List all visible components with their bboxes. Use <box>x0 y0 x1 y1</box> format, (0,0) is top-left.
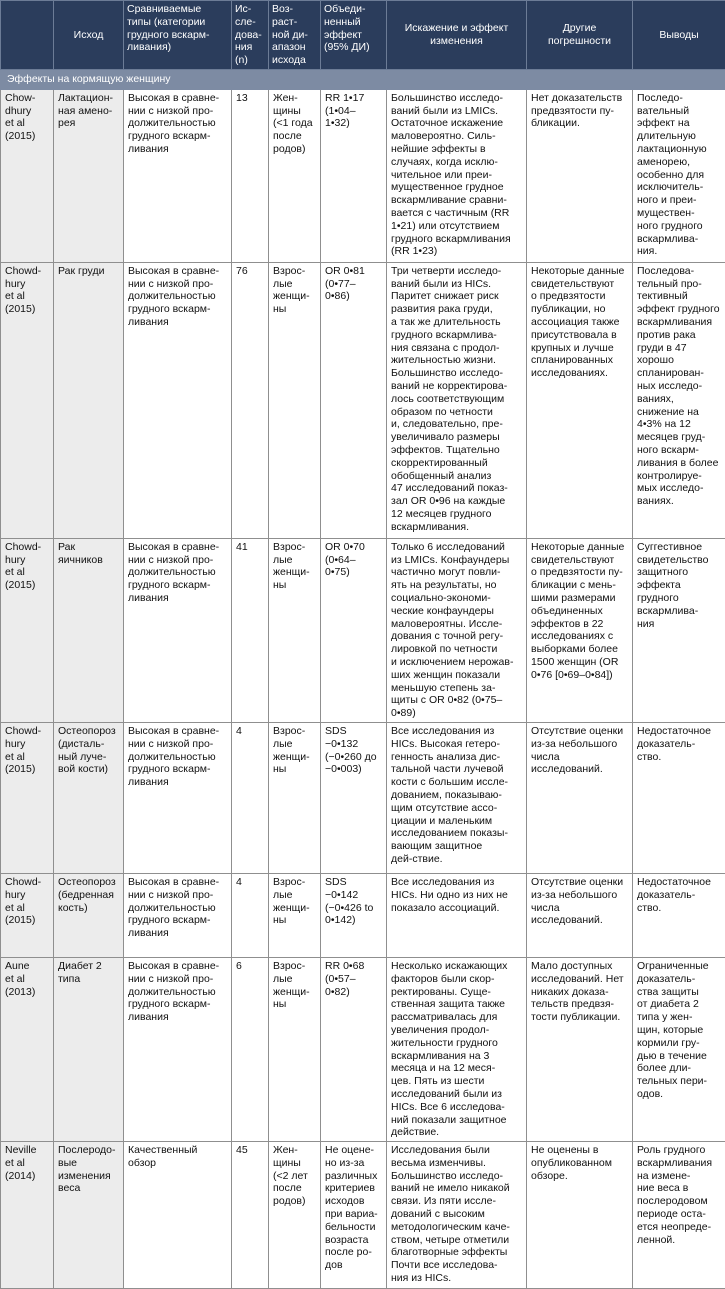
header-other: Другие погрешности <box>527 1 633 70</box>
age-range-cell: Взрос- лые женщи- ны <box>269 262 321 538</box>
other-bias-cell: Некоторые данные свидетельствуют о предвзятости пу- бликации с мень- шими размерами объединенных эффектов в 22 исследованиях с выборками более 1500 женщин (OR 0•76 [0•69–0•84]) <box>527 538 633 722</box>
pooled-effect-cell: RR 0•68 (0•57– 0•82) <box>321 957 387 1141</box>
other-bias-cell: Мало доступных исследований. Нет никаких доказа- тельств предвзя- тости публикации. <box>527 957 633 1141</box>
study-cell: Aune et al (2013) <box>1 957 54 1141</box>
conclusion-cell: Суггестивное свидетельство защитного эффекта грудного вскармлива- ния <box>633 538 725 722</box>
pooled-effect-cell: OR 0•81 (0•77– 0•86) <box>321 262 387 538</box>
header-study <box>1 1 54 70</box>
other-bias-cell: Некоторые данные свидетельствуют о предвзятости публикации, но ассоциация также присутствовала в крупных и лучше спланированных исследованиях. <box>527 262 633 538</box>
header-compare: Сравниваемые типы (категории грудного вскарм- ливания) <box>124 1 232 70</box>
outcome-cell: Рак яичников <box>54 538 124 722</box>
outcome-cell: Остеопороз (дисталь- ный луче- вой кости) <box>54 722 124 873</box>
section-row <box>1 69 725 89</box>
study-cell: Chowd- hury et al (2015) <box>1 722 54 873</box>
confounding-cell: Все исследования из HICs. Ни одно из них не показало ассоциаций. <box>387 873 527 957</box>
outcome-cell: Послеродо- вые изменения веса <box>54 1142 124 1289</box>
studies-count-cell: 4 <box>232 873 269 957</box>
study-cell: Chow- dhury et al (2015) <box>1 89 54 262</box>
pooled-effect-cell: SDS −0•132 (−0•260 до −0•003) <box>321 722 387 873</box>
comparison-cell: Высокая в сравне- нии с низкой про- должительностью грудного вскарм- ливания <box>124 722 232 873</box>
studies-count-cell: 76 <box>232 262 269 538</box>
comparison-cell: Высокая в сравне- нии с низкой про- должительностью грудного вскарм- ливания <box>124 873 232 957</box>
header-age: Воз- раст- ной ди- апазон исхода <box>269 1 321 70</box>
table-row <box>1 538 725 722</box>
conclusion-cell: Недостаточное доказатель- ство. <box>633 722 725 873</box>
confounding-cell: Исследования были весьма изменчивы. Большинство исследо- ваний не имело никакой связи. Из пяти иссле- дований с высоким методологическим каче- ством, четыре отметили благотворные эффекты Почти все исследова- ния из HICs. <box>387 1142 527 1289</box>
conclusion-cell: Последо- вательный эффект на длительную лактационную аменорею, особенно для исключитель- ного и преи- муществен- ного грудного вскармлива- ния. <box>633 89 725 262</box>
table-row <box>1 957 725 1141</box>
table-row <box>1 89 725 262</box>
pooled-effect-cell: Не оцене- но из-за различных критериев исходов при вариа- бельности возраста после ро- дов <box>321 1142 387 1289</box>
study-cell: Chowd- hury et al (2015) <box>1 873 54 957</box>
comparison-cell: Высокая в сравне- нии с низкой про- должительностью грудного вскарм- ливания <box>124 957 232 1141</box>
age-range-cell: Взрос- лые женщи- ны <box>269 957 321 1141</box>
age-range-cell: Взрос- лые женщи- ны <box>269 538 321 722</box>
conclusion-cell: Недостаточное доказатель- ство. <box>633 873 725 957</box>
confounding-cell: Три четверти исследо- ваний были из HICs. Паритет снижает риск развития рака груди, а так же длительность грудного вскармлива- ния связана с продол- жительностью жизни. Большинство исследо- ваний не корректирова- лось соответствующим образом по четности и, следовательно, пре- увеличивало размеры эффектов. Тщательно скорректированный обобщенный анализ 47 исследований показ- зал OR 0•96 на каждые 12 месяцев грудного вскармливания. <box>387 262 527 538</box>
section-title: Эффекты на кормящую женщину <box>1 69 725 89</box>
studies-count-cell: 4 <box>232 722 269 873</box>
other-bias-cell: Отсутствие оценки из-за небольшого числа исследований. <box>527 873 633 957</box>
age-range-cell: Взрос- лые женщи- ны <box>269 722 321 873</box>
studies-count-cell: 41 <box>232 538 269 722</box>
table-row <box>1 873 725 957</box>
studies-count-cell: 45 <box>232 1142 269 1289</box>
confounding-cell: Несколько искажающих факторов были скор- ректированы. Суще- ственная защита также рассматривалась для увеличения продол- жительности грудного вскармливания на 3 месяца и на 12 меся- цев. Пять из шести исследований были из HICs. Все 6 исследова- ний показали защитное действие. <box>387 957 527 1141</box>
outcome-cell: Диабет 2 типа <box>54 957 124 1141</box>
study-cell: Chowd- hury et al (2015) <box>1 538 54 722</box>
studies-count-cell: 13 <box>232 89 269 262</box>
confounding-cell: Большинство исследо- ваний были из LMICs. Остаточное искажение маловероятно. Силь- нейшие эффекты в случаях, когда исклю- чительное или преи- мущественное грудное вскармливание сравни- вается с частичным (RR 1•21) или отсутствием грудного вскармливания (RR 1•23) <box>387 89 527 262</box>
comparison-cell: Высокая в сравне- нии с низкой про- должительностью грудного вскарм- ливания <box>124 89 232 262</box>
conclusion-cell: Роль грудного вскармливания на измене- ние веса в послеродовом периоде оста- ется неопреде- ленной. <box>633 1142 725 1289</box>
confounding-cell: Все исследования из HICs. Высокая гетеро- генность анализа дис- тальной части лучевой кости с большим иссле- дованием, показываю- щим отсутствие ассо- циации и маленьким исследованием показы- вающим защитное дей-ствие. <box>387 722 527 873</box>
comparison-cell: Высокая в сравне- нии с низкой про- должительностью грудного вскарм- ливания <box>124 538 232 722</box>
outcome-cell: Остеопороз (бедренная кость) <box>54 873 124 957</box>
studies-count-cell: 6 <box>232 957 269 1141</box>
header-row <box>1 1 725 70</box>
other-bias-cell: Не оценены в опубликованном обзоре. <box>527 1142 633 1289</box>
header-conclusion: Выводы <box>633 1 725 70</box>
age-range-cell: Жен- щины (<2 лет после родов) <box>269 1142 321 1289</box>
pooled-effect-cell: RR 1•17 (1•04– 1•32) <box>321 89 387 262</box>
header-bias: Искажение и эффект изменения <box>387 1 527 70</box>
conclusion-cell: Последова- тельный про- тективный эффект грудного вскармливания против рака груди в 47 хорошо спланирован- ных исследо- ваниях, снижение на 4•3% на 12 месяцев груд- ного вскарм- ливания в более контролируе- мых исследо- ваниях. <box>633 262 725 538</box>
table-row <box>1 722 725 873</box>
study-cell: Neville et al (2014) <box>1 1142 54 1289</box>
study-cell: Chowd- hury et al (2015) <box>1 262 54 538</box>
pooled-effect-cell: OR 0•70 (0•64– 0•75) <box>321 538 387 722</box>
table-row <box>1 1142 725 1289</box>
other-bias-cell: Нет доказательств предвзятости пу- бликации. <box>527 89 633 262</box>
header-n: Ис- сле- дова- ния (n) <box>232 1 269 70</box>
comparison-cell: Качественный обзор <box>124 1142 232 1289</box>
outcome-cell: Лактацион- ная амено- рея <box>54 89 124 262</box>
other-bias-cell: Отсутствие оценки из-за небольшого числа исследований. <box>527 722 633 873</box>
comparison-cell: Высокая в сравне- нии с низкой про- должительностью грудного вскарм- ливания <box>124 262 232 538</box>
table-row <box>1 262 725 538</box>
age-range-cell: Жен- щины (<1 года после родов) <box>269 89 321 262</box>
conclusion-cell: Ограниченные доказатель- ства защиты от диабета 2 типа у жен- щин, которые кормили гру- дью в течение более дли- тельных пери- одов. <box>633 957 725 1141</box>
confounding-cell: Только 6 исследований из LMICs. Конфаундеры частично могут повли- ять на результаты, но социально-экономи- ческие конфаундеры маловероятны. Иссле- дования с точной регу- лировкой по четности и исключением нерожав- ших женщин показали меньшую степень за- щиты с OR 0•82 (0•75– 0•89) <box>387 538 527 722</box>
header-outcome: Исход <box>54 1 124 70</box>
pooled-effect-cell: SDS −0•142 (−0•426 to 0•142) <box>321 873 387 957</box>
header-effect: Объеди- ненный эффект (95% ДИ) <box>321 1 387 70</box>
outcome-cell: Рак груди <box>54 262 124 538</box>
age-range-cell: Взрос- лые женщи- ны <box>269 873 321 957</box>
